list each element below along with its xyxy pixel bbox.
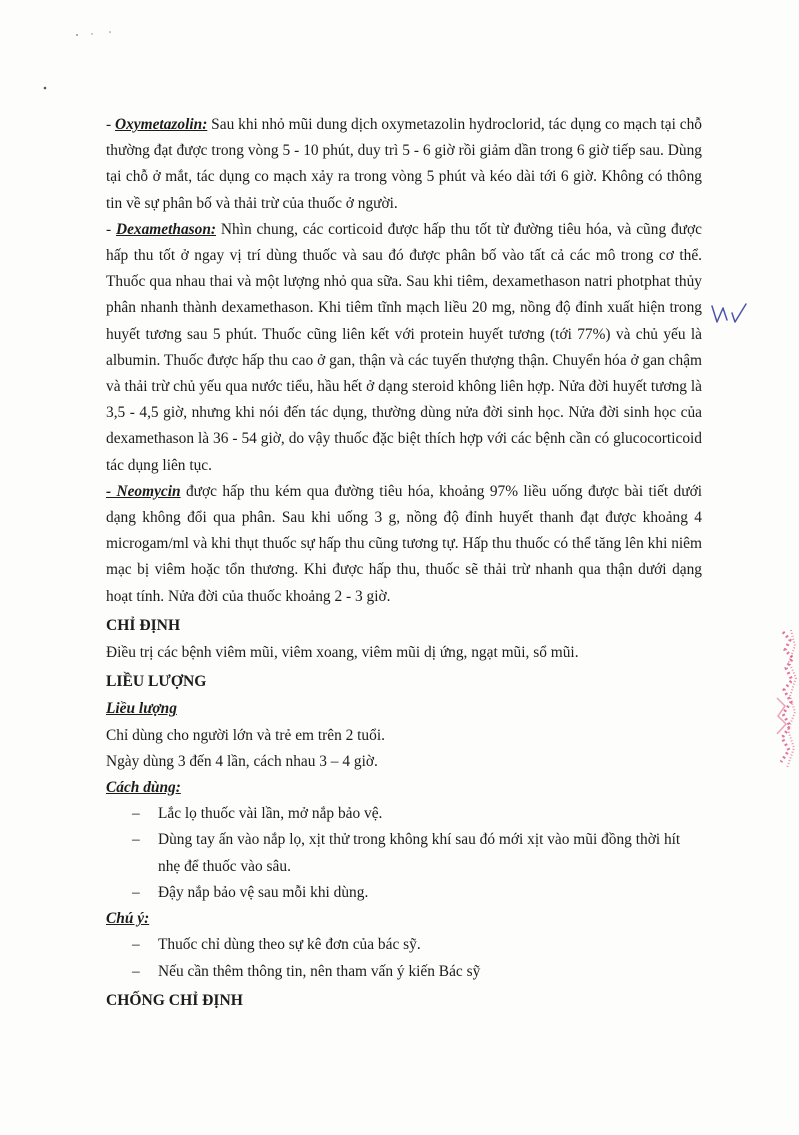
dexamethason-prefix: - [106,220,116,238]
scan-speck [109,31,111,33]
note-item-text: Thuốc chỉ dùng theo sự kê đơn của bác sỹ. [158,936,421,954]
oxymetazolin-text: Sau khi nhỏ mũi dung dịch oxymetazolin hydroclorid, tác dụng co mạch tại chỗ thường đạt được trong vòng 5 - 10 phút, duy trì 5 - 6 giờ rồi giảm dần trong 6 giờ tiếp sau. Dùng tại chỗ ở mắt, tác dụng co mạch xảy ra trong vòng 5 phút và kéo dài tới 6 giờ. Không có thông tin về sự phân bố và thải trừ của thuốc ở người. [106,116,702,212]
note-list [106,932,702,984]
note-item [106,932,702,958]
dash-bullet: – [132,962,140,980]
scan-speck [44,87,47,90]
dexamethason-term: Dexamethason: [115,220,217,238]
dash-bullet: – [132,936,140,954]
lieu-luong-heading: LIỀU LƯỢNG [106,673,207,691]
oxymetazolin-term: Oxymetazolin: [114,116,208,133]
initials-stroke [712,304,746,322]
dash-bullet: – [132,831,140,849]
usage-item-text: Đậy nắp bảo vệ sau mỗi khi dùng. [158,883,369,901]
red-stamp-edge [765,628,799,773]
neomycin-text: được hấp thu kém qua đường tiêu hóa, khoảng 97% liều uống được bài tiết dưới dạng không đổi qua phân. Sau khi uống 3 g, nồng độ đỉnh huyết thanh đạt được khoảng 4 microgam/ml và khi thụt thuốc sự hấp thu cũng tương tự. Hấp thu thuốc có thể tăng lên khi niêm mạc bị viêm hoặc tổn thương. Khi được hấp thu, thuốc sẽ thải trừ nhanh qua thận dưới dạng hoạt tính. Nửa đời của thuốc khoảng 2 - 3 giờ. [106,482,702,605]
usage-item [106,880,702,906]
handwritten-initials [708,298,752,332]
dosage-line: Ngày dùng 3 đến 4 lần, cách nhau 3 – 4 giờ. [106,752,378,770]
chi-dinh-heading: CHỈ ĐỊNH [106,616,181,634]
usage-item [106,827,702,879]
lieu-luong-subheading: Liều lượng [106,700,177,718]
usage-item-text: Lắc lọ thuốc vài lần, mở nắp bảo vệ. [158,805,383,823]
stamp-texture [781,632,793,762]
usage-list [106,801,702,906]
stamp-texture [777,698,786,734]
scan-speck [76,34,78,36]
cach-dung-subheading: Cách dùng: [106,779,181,797]
scan-speck [91,33,92,34]
note-item [106,959,702,985]
document-body [106,112,702,1015]
dexamethason-paragraph [106,217,702,479]
dosage-line: Chỉ dùng cho người lớn và trẻ em trên 2 tuổi. [106,726,385,744]
neomycin-paragraph [106,479,702,610]
dexamethason-text: Nhìn chung, các corticoid được hấp thu tốt từ đường tiêu hóa, và cũng được hấp thu tốt ở ngay vị trí dùng thuốc và sau đó được phân bố vào tất cả các mô trong cơ thể. Thuốc qua nhau thai và một lượng nhỏ qua sữa. Sau khi tiêm, dexamethason natri photphat thủy phân nhanh thành dexamethason. Khi tiêm tĩnh mạch liều 20 mg, nồng độ đỉnh xuất hiện trong huyết tương sau 5 phút. Thuốc cũng liên kết với protein huyết tương (tới 77%) và chủ yếu là albumin. Thuốc được hấp thu cao ở gan, thận và các tuyến thượng thận. Chuyển hóa ở gan chậm và thải trừ chủ yếu qua nước tiểu, hầu hết ở dạng steroid không liên hợp. Nửa đời huyết tương là 3,5 - 4,5 giờ, nhưng khi nói đến tác dụng, thường dùng nửa đời sinh học. Nửa đời sinh học của dexamethason là 36 - 54 giờ, do vậy thuốc đặc biệt thích hợp với các bệnh cần có glucocorticoid tác dụng liên tục. [106,220,702,474]
note-item-text: Nếu cần thêm thông tin, nên tham vấn ý kiến Bác sỹ [158,962,481,980]
oxymetazolin-prefix: - [106,116,115,133]
oxymetazolin-paragraph [106,112,702,217]
neomycin-term: - Neomycin [106,482,181,500]
dash-bullet: – [132,805,140,823]
chi-dinh-text: Điều trị các bệnh viêm mũi, viêm xoang, viêm mũi dị ứng, ngạt mũi, sổ mũi. [106,644,579,662]
chong-chi-dinh-heading: CHỐNG CHỈ ĐỊNH [106,991,243,1009]
usage-item-text: Dùng tay ấn vào nắp lọ, xịt thử trong không khí sau đó mới xịt vào mũi đồng thời hít nhẹ để thuốc vào sâu. [158,831,681,875]
usage-item [106,801,702,827]
chu-y-subheading: Chú ý: [106,910,150,928]
dash-bullet: – [132,883,140,901]
scan-specks [0,0,140,100]
